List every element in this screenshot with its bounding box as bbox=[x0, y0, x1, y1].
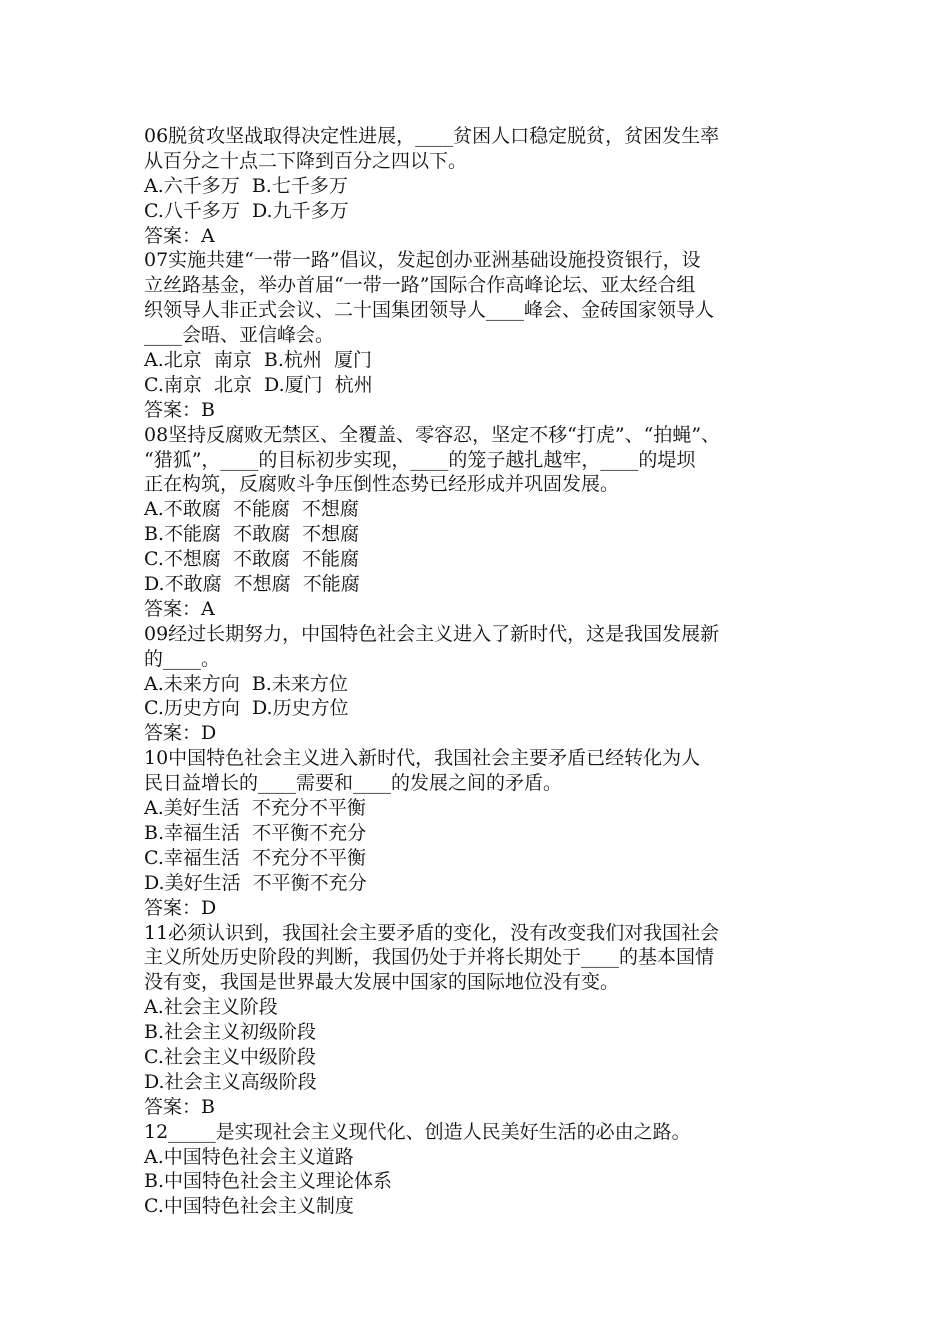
document-page bbox=[144, 124, 814, 1219]
text-line: B.幸福生活 不平衡不充分 bbox=[144, 821, 367, 844]
text-line: 06脱贫攻坚战取得决定性进展，____贫困人口稳定脱贫，贫困发生率 bbox=[144, 125, 720, 147]
text-line: 正在构筑，反腐败斗争压倒性态势已经形成并巩固发展。 bbox=[144, 473, 620, 496]
text-line: 没有变，我国是世界最大发展中国家的国际地位没有变。 bbox=[144, 971, 620, 994]
text-line: 答案：B bbox=[144, 1095, 215, 1118]
text-line: A.未来方向 B.未来方位 bbox=[144, 672, 348, 695]
text-line: C.社会主义中级阶段 bbox=[144, 1045, 316, 1068]
text-line: 答案：A bbox=[144, 224, 215, 247]
text-line: C.历史方向 D.历史方位 bbox=[144, 697, 349, 720]
text-line: 答案：B bbox=[144, 398, 215, 421]
text-line: A.北京 南京 B.杭州 厦门 bbox=[144, 349, 373, 372]
text-line: 答案：D bbox=[144, 722, 217, 745]
text-line: 07实施共建“一带一路”倡议，发起创办亚洲基础设施投资银行，设 bbox=[144, 249, 701, 272]
text-line: 09经过长期努力，中国特色社会主义进入了新时代，这是我国发展新 bbox=[144, 622, 720, 645]
text-line: D.社会主义高级阶段 bbox=[144, 1070, 317, 1093]
text-line: D.美好生活 不平衡不充分 bbox=[144, 871, 367, 894]
text-line: 10中国特色社会主义进入新时代，我国社会主要矛盾已经转化为人 bbox=[144, 747, 701, 770]
text-line: 08坚持反腐败无禁区、全覆盖、零容忍，坚定不移“打虎”、“拍蝇”、 bbox=[144, 423, 721, 446]
text-line: D.不敢腐 不想腐 不能腐 bbox=[144, 573, 360, 596]
text-line: 从百分之十点二下降到百分之四以下。 bbox=[144, 149, 468, 172]
text-line: C.中国特色社会主义制度 bbox=[144, 1195, 354, 1218]
text-line: C.幸福生活 不充分不平衡 bbox=[144, 846, 366, 869]
text-line: B.社会主义初级阶段 bbox=[144, 1021, 317, 1044]
text-line: A.社会主义阶段 bbox=[144, 996, 278, 1019]
text-line: A.美好生活 不充分不平衡 bbox=[144, 797, 366, 820]
text-line: 织领导人非正式会议、二十国集团领导人____峰会、金砖国家领导人 bbox=[144, 299, 715, 322]
text-line: B.中国特色社会主义理论体系 bbox=[144, 1170, 393, 1193]
text-line: 11必须认识到，我国社会主要矛盾的变化，没有改变我们对我国社会 bbox=[144, 921, 720, 944]
text-line: 12_____是实现社会主义现代化、创造人民美好生活的必由之路。 bbox=[144, 1120, 691, 1143]
text-line: 的____。 bbox=[144, 647, 221, 670]
text-line: A.六千多万 B.七千多万 bbox=[144, 174, 348, 197]
text-line: A.中国特色社会主义道路 bbox=[144, 1145, 354, 1168]
text-line: 答案：A bbox=[144, 597, 215, 620]
text-line: 主义所处历史阶段的判断，我国仍处于并将长期处于____的基本国情 bbox=[144, 946, 715, 969]
text-line: C.八千多万 D.九千多万 bbox=[144, 199, 349, 222]
text-line: 民日益增长的____需要和____的发展之间的矛盾。 bbox=[144, 772, 563, 795]
text-line: ____会晤、亚信峰会。 bbox=[144, 324, 335, 347]
text-line: “猎狐”，____的目标初步实现，____的笼子越扎越牢，____的堤坝 bbox=[144, 448, 696, 471]
text-line: B.不能腐 不敢腐 不想腐 bbox=[144, 523, 360, 546]
text-line: 答案：D bbox=[144, 896, 217, 919]
text-line: C.南京 北京 D.厦门 杭州 bbox=[144, 373, 373, 396]
text-line: A.不敢腐 不能腐 不想腐 bbox=[144, 498, 359, 521]
text-line: 立丝路基金，举办首届“一带一路”国际合作高峰论坛、亚太经合组 bbox=[144, 274, 696, 297]
text-line: C.不想腐 不敢腐 不能腐 bbox=[144, 548, 360, 571]
